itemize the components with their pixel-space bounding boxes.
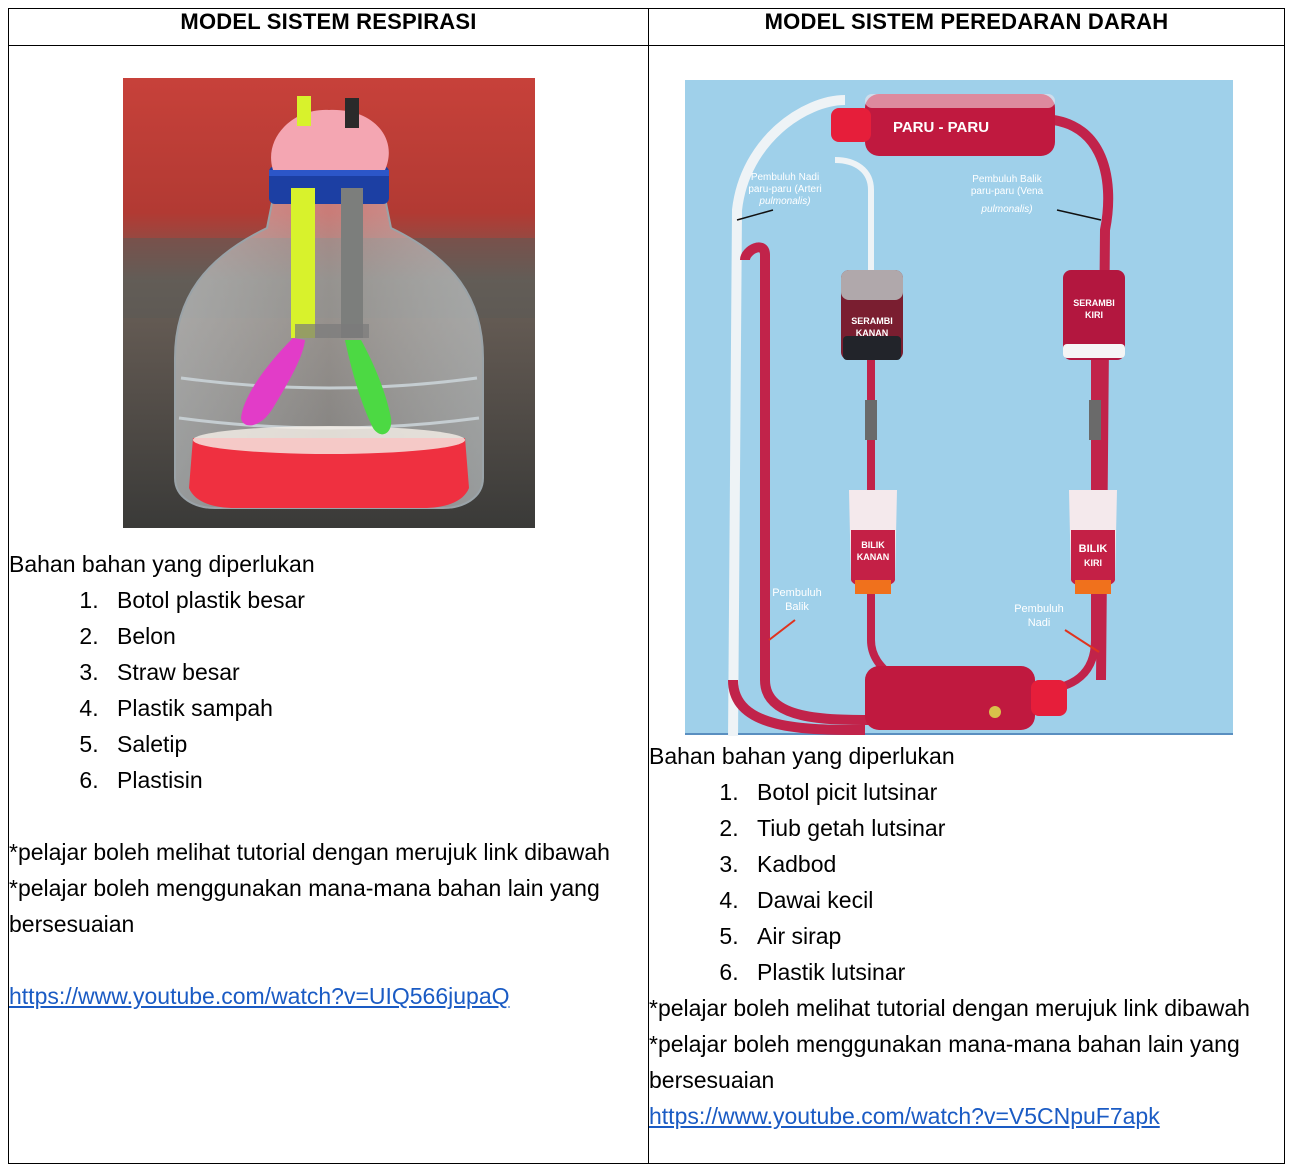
- list-item: 2. Belon: [105, 618, 648, 654]
- tutorial-link[interactable]: https://www.youtube.com/watch?v=V5CNpuF7apk: [649, 1103, 1160, 1129]
- label-la-1: SERAMBI: [1073, 298, 1115, 308]
- list-item: 6. Plastisin: [105, 762, 648, 798]
- tutorial-note: *pelajar boleh melihat tutorial dengan merujuk link dibawah: [649, 995, 1250, 1021]
- document-table: [8, 8, 1285, 1164]
- respiratory-model-photo: [123, 78, 535, 528]
- circulatory-cell: [649, 46, 1285, 1164]
- list-item: 5. Saletip: [105, 726, 648, 762]
- list-item: 6. Plastik lutsinar: [745, 954, 1284, 990]
- label-artery-bottom-1: Pembuluh: [1014, 603, 1064, 615]
- circulatory-model-photo: [685, 80, 1233, 736]
- label-vein-2: paru-paru (Vena: [970, 186, 1044, 197]
- label-vein-3: pulmonalis): [981, 204, 1033, 215]
- label-artery-3: pulmonalis): [759, 196, 811, 207]
- header-circulatory: MODEL SISTEM PEREDARAN DARAH: [649, 9, 1285, 46]
- materials-title: Bahan bahan yang diperlukan: [649, 743, 955, 769]
- label-lv-2: KIRI: [1084, 558, 1102, 568]
- label-artery-1: Pembuluh Nadi: [750, 172, 820, 183]
- list-item: 3. Straw besar: [105, 654, 648, 690]
- label-vein-bottom-2: Balik: [785, 601, 809, 613]
- label-artery-2: paru-paru (Arteri: [748, 184, 822, 195]
- label-lv-1: BILIK: [1078, 543, 1108, 555]
- respiratory-cell: [9, 46, 649, 1164]
- list-item: 1. Botol plastik besar: [105, 582, 648, 618]
- tutorial-note: *pelajar boleh melihat tutorial dengan merujuk link dibawah: [9, 839, 610, 865]
- tutorial-link[interactable]: https://www.youtube.com/watch?v=UIQ566jupaQ: [9, 983, 510, 1009]
- label-artery-bottom-2: Nadi: [1027, 617, 1051, 629]
- label-la-2: KIRI: [1085, 310, 1103, 320]
- materials-list: [9, 582, 648, 798]
- materials-note: *pelajar boleh menggunakan mana-mana bahan lain yang bersesuaian: [9, 875, 600, 937]
- materials-list: [649, 774, 1284, 990]
- materials-note: *pelajar boleh menggunakan mana-mana bahan lain yang bersesuaian: [649, 1031, 1240, 1093]
- list-item: 4. Dawai kecil: [745, 882, 1284, 918]
- list-item: 5. Air sirap: [745, 918, 1284, 954]
- list-item: 1. Botol picit lutsinar: [745, 774, 1284, 810]
- label-ra-2: KANAN: [855, 328, 889, 338]
- label-ra-1: SERAMBI: [851, 316, 893, 326]
- list-item: 4. Plastik sampah: [105, 690, 648, 726]
- label-vein-bottom-1: Pembuluh: [772, 587, 822, 599]
- header-respiratory: MODEL SISTEM RESPIRASI: [9, 9, 649, 46]
- list-item: 2. Tiub getah lutsinar: [745, 810, 1284, 846]
- label-vein-1: Pembuluh Balik: [972, 174, 1042, 185]
- label-lungs: PARU - PARU: [892, 119, 990, 136]
- list-item: 3. Kadbod: [745, 846, 1284, 882]
- materials-title: Bahan bahan yang diperlukan: [9, 551, 315, 577]
- label-rv-1: BILIK: [861, 540, 885, 550]
- label-rv-2: KANAN: [856, 552, 890, 562]
